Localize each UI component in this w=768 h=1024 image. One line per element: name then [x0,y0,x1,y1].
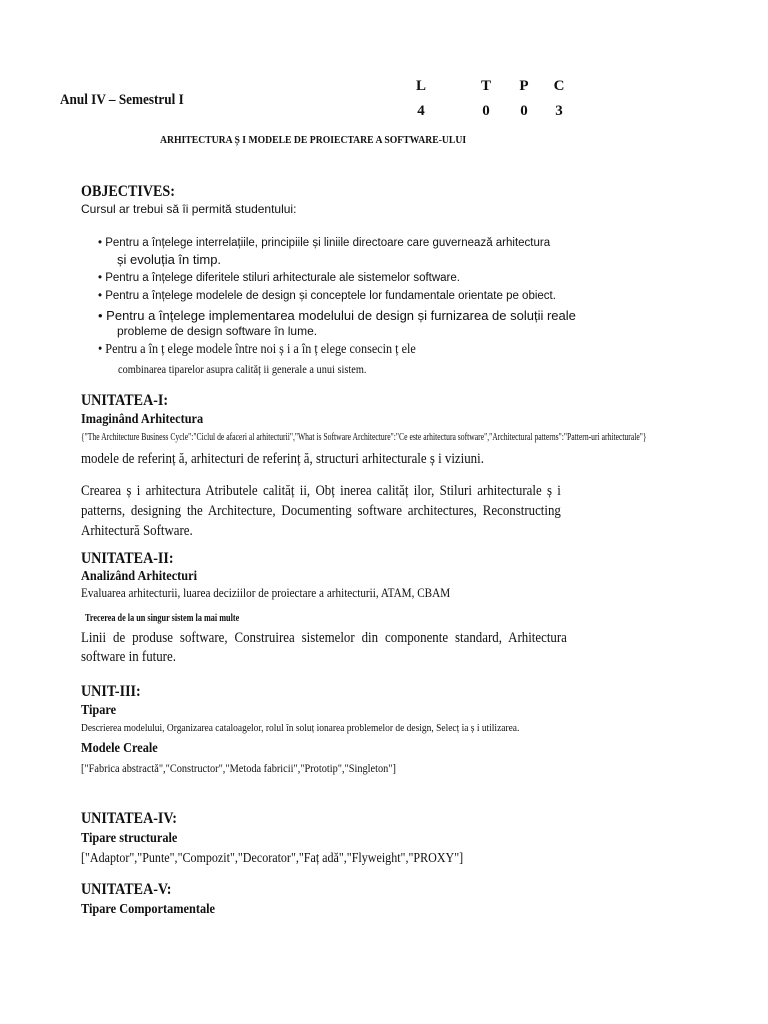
unit-3-list: ["Fabrica abstractă","Constructor","Metoda fabricii","Prototip","Singleton"] [81,761,396,775]
ltpc-label-p: P [519,78,529,94]
unit-2-line1: Evaluarea arhitecturii, luarea deciziilor de proiectare a arhitecturii, ATAM, CBAM [81,585,451,600]
unit-2-heading: UNITATEA-II: [81,550,174,567]
unit-3-subheading: Modele Creale [81,741,158,756]
ltpc-label-l: L [415,78,426,94]
year-semester: Anul IV – Semestrul I [60,92,184,108]
course-title: ARHITECTURA Ș I MODELE DE PROIECTARE A SOFTWARE-ULUI [160,134,467,146]
unit-4-heading: UNITATEA-IV: [81,810,177,827]
objective-1-line2: și evoluția în timp. [117,252,222,267]
objective-1-line1: • Pentru a înțelege interrelațiile, principiile și liniile directoare care guvernează arhitectura [98,237,551,249]
ltpc-label-t: T [480,78,491,94]
objective-4-line2: probleme de design software în lume. [117,324,318,338]
unit-1-heading: UNITATEA-I: [81,392,169,409]
unit-2-bold-note: Trecerea de la un singur sistem la mai multe [85,613,240,624]
unit-3-line1: Descrierea modelului, Organizarea cataloagelor, rolul în soluț ionarea problemelor de design, Selecț ia ș i utilizarea. [81,722,520,734]
unit-2-paragraph: Linii de produse software, Construirea sistemelor din componente standard, Arhitectura software in future. [81,630,567,665]
unit-1-paragraph: Crearea ș i arhitectura Atributele calităț ii, Obț inerea calităț ilor, Stiluri arhitecturale ș i patterns, designing the Architecture, Documenting software architectures, Reconstructing Arhitectură Software. [81,483,561,539]
objectives-intro: Cursul ar trebui să îi permită studentului: [81,202,297,216]
objective-5-line1: • Pentru a în ț elege modele între noi ș i a în ț elege consecin ț ele [98,342,416,357]
unit-1-line2: modele de referinț ă, arhitecturi de referinț ă, structuri arhitecturale ș i viziuni. [81,451,484,467]
objective-3: • Pentru a înțelege modelele de design și conceptele lor fundamentale orientate pe obiect. [98,290,556,302]
unit-4-subtitle: Tipare structurale [81,831,178,846]
unit-5-heading: UNITATEA-V: [81,881,172,898]
ltpc-label-c: C [553,78,565,94]
unit-2-subtitle: Analizând Arhitecturi [81,569,198,584]
objective-5-line2: combinarea tiparelor asupra calităț ii generale a unui sistem. [118,362,367,376]
ltpc-value-c: 3 [555,103,563,119]
objective-2: • Pentru a înțelege diferitele stiluri arhitecturale ale sistemelor software. [98,272,460,284]
unit-3-subtitle: Tipare [81,703,117,718]
unit-5-subtitle: Tipare Comportamentale [81,902,216,917]
objective-4-line1: • Pentru a înțelege implementarea modelului de design și furnizarea de soluții reale [98,308,576,323]
unit-1-subtitle: Imaginând Arhitectura [81,412,204,427]
unit-4-list: ["Adaptor","Punte","Compozit","Decorator","Faț adă","Flyweight","PROXY"] [81,851,464,866]
ltpc-value-p: 0 [520,103,528,119]
ltpc-value-t: 0 [482,103,490,119]
ltpc-value-l: 4 [417,103,425,119]
unit-1-topics: {"The Architecture Business Cycle":"Ciclul de afaceri al arhitecturii","What is Software Architecture":"Ce este arhitectura software","Architectural patterns":"Pattern-uri arhitecturale"} [81,432,647,443]
unit-3-heading: UNIT-III: [81,683,141,700]
objectives-heading: OBJECTIVES: [81,183,175,200]
